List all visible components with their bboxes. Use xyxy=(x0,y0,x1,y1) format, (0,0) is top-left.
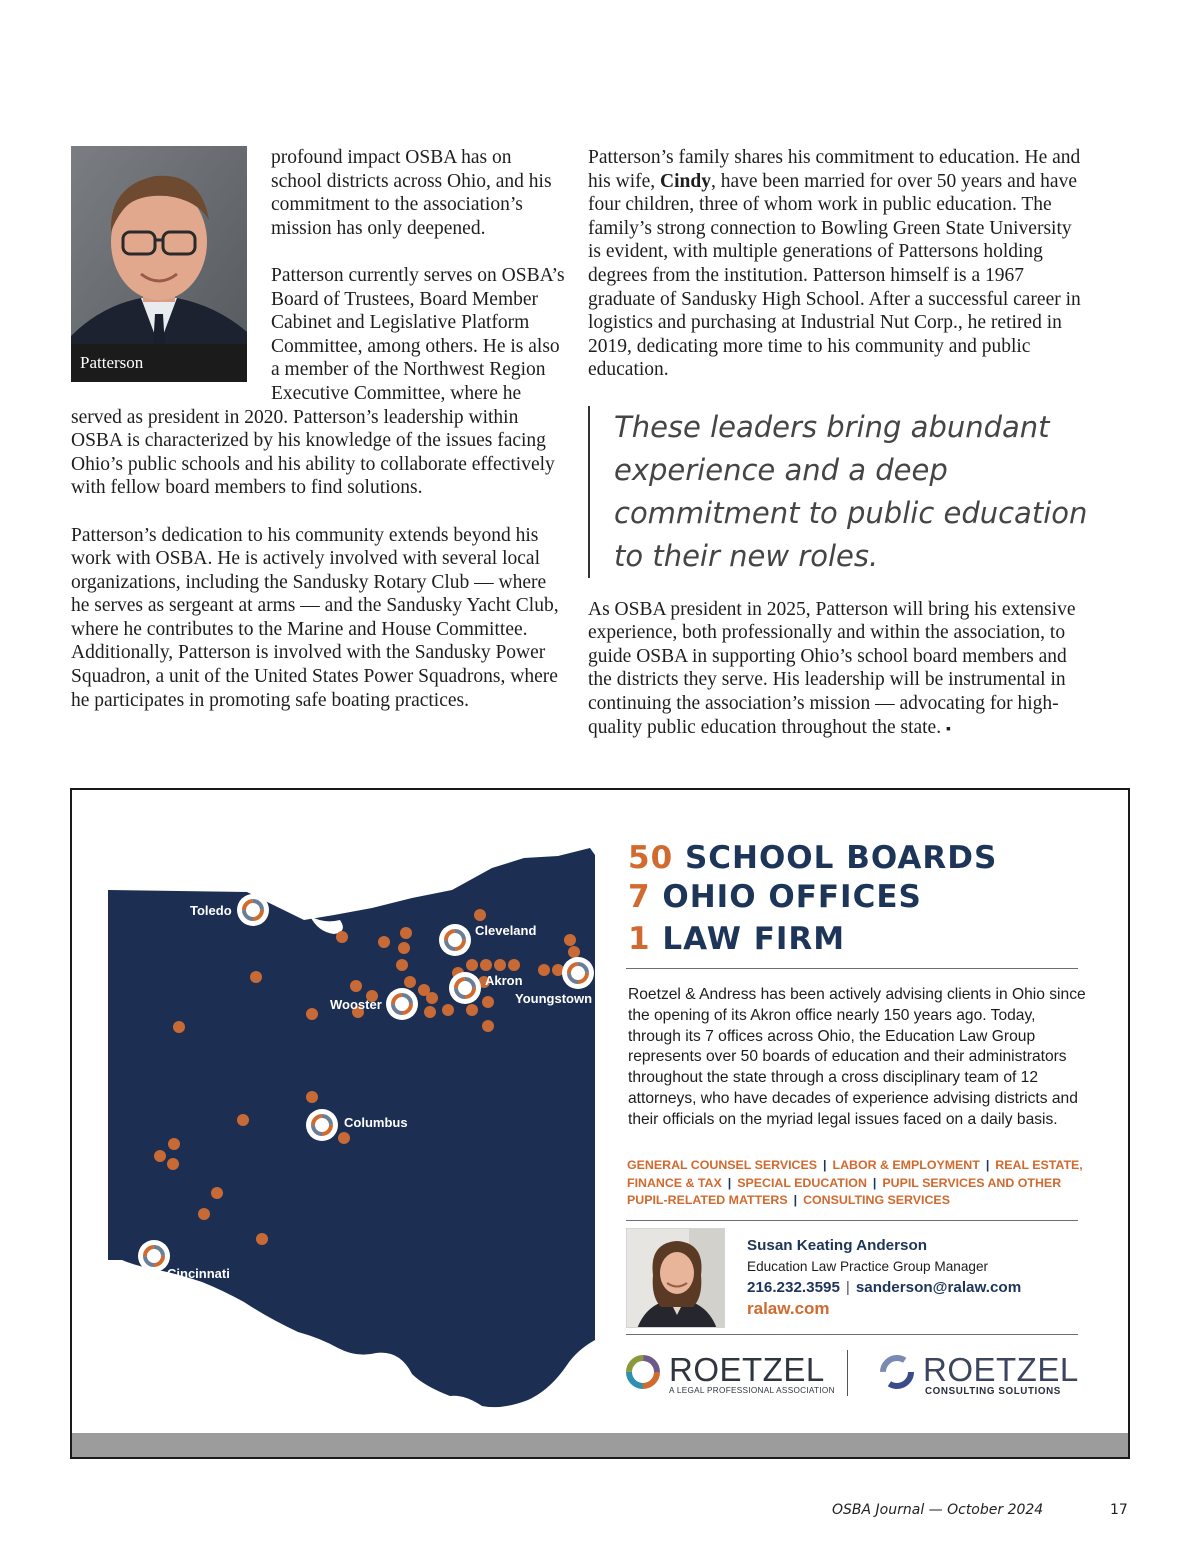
left-paragraph-2: Patterson currently serves on OSBA’s Board of Trustees, Board Member Cabinet and Legislative Platform Committee, among others. He is also a member of the Northwest Region Executive Committee, where he served as president in 2020. Patterson’s leadership within OSBA is characterized by his knowledge of the issues facing Ohio’s public schools and his ability to collaborate effectively with fellow board members to find solutions. xyxy=(71,264,565,499)
divider-rule xyxy=(626,1220,1078,1221)
service-separator: | xyxy=(793,1193,798,1208)
city-label-cleveland: Cleveland xyxy=(475,923,537,938)
city-label-youngstown: Youngstown xyxy=(515,991,593,1006)
roetzel-advertisement xyxy=(70,788,1130,1459)
city-label-columbus: Columbus xyxy=(344,1115,408,1130)
ad-bottom-bar xyxy=(72,1433,1128,1457)
pull-quote: These leaders bring abundant experience and a deep commitment to public education to their new roles. xyxy=(588,406,1088,578)
article-right-column xyxy=(588,146,1088,765)
service-real-estate: REAL ESTATE, FINANCE & TAX xyxy=(627,1158,1083,1190)
right-paragraph-2-text: As OSBA president in 2025, Patterson will bring his extensive experience, both professionally and within the association, to guide OSBA in supporting Ohio’s school board members and the districts they serve. His leadership will be instrumental in continuing the association’s mission — advocating for high-quality public education throughout the state. xyxy=(588,598,1076,738)
headline-ohio-offices xyxy=(628,879,922,915)
headline-school-boards xyxy=(628,840,997,876)
ohio-map xyxy=(72,790,612,1430)
patterson-photo xyxy=(71,146,247,382)
contact-title: Education Law Practice Group Manager xyxy=(747,1259,989,1274)
roetzel-consulting-swirl-icon xyxy=(877,1352,917,1392)
photo-caption: Patterson xyxy=(71,344,247,382)
logo-divider xyxy=(847,1350,848,1396)
roetzel-logo xyxy=(623,1350,833,1400)
headline-law-firm xyxy=(628,921,845,957)
right-paragraph-2 xyxy=(588,598,1088,742)
ad-body-text: Roetzel & Andress has been actively advising clients in Ohio since the opening of its Akron office nearly 150 years ago. Today, through its 7 offices across Ohio, the Education Law Group represents over 50 boards of education and their administrators throughout the state through a cross disciplinary team of 12 attorneys, who have decades of experience advising districts and their officials on the myriad legal issues faced on a daily basis. xyxy=(628,986,1086,1128)
contact-phone[interactable]: 216.232.3595 xyxy=(747,1279,840,1296)
service-special-education: SPECIAL EDUCATION xyxy=(737,1175,867,1190)
headline-number-2: 7 xyxy=(628,879,651,915)
roetzel-consulting-logo-word: ROETZEL xyxy=(923,1351,1079,1388)
left-paragraph-1: profound impact OSBA has on school districts across Ohio, and his commitment to the association’s mission has only deepened. xyxy=(271,147,552,239)
roetzel-consulting-logo-tagline: CONSULTING SOLUTIONS xyxy=(925,1386,1061,1397)
roetzel-swirl-icon xyxy=(623,1352,663,1392)
contact-info xyxy=(747,1235,1021,1320)
service-separator: | xyxy=(872,1175,877,1190)
headline-text-1: SCHOOL BOARDS xyxy=(684,840,998,876)
contact-email[interactable]: sanderson@ralaw.com xyxy=(855,1279,1022,1296)
headline-text-2: OHIO OFFICES xyxy=(662,879,922,915)
roetzel-consulting-logo xyxy=(877,1350,1087,1400)
contact-photo xyxy=(626,1228,725,1328)
divider-rule xyxy=(626,968,1078,969)
left-paragraph-3: Patterson’s dedication to his community extends beyond his work with OSBA. He is actively involved with several local organizations, including the Sandusky Rotary Club — where he serves as sergeant at arms — and the Sandusky Yacht Club, where he contributes to the Marine and House Committee. Additionally, Patterson is involved with the Sandusky Power Squadron, a unit of the United States Power Squadrons, where he participates in promoting safe boating practices. xyxy=(71,524,559,711)
spouse-name: Cindy xyxy=(660,170,711,192)
city-label-akron: Akron xyxy=(485,973,523,988)
headline-text-3: LAW FIRM xyxy=(662,921,846,957)
city-label-toledo: Toledo xyxy=(190,903,232,918)
service-consulting: CONSULTING SERVICES xyxy=(803,1193,950,1208)
contact-website[interactable]: ralaw.com xyxy=(747,1299,830,1318)
service-labor-employment: LABOR & EMPLOYMENT xyxy=(832,1158,980,1172)
services-list xyxy=(627,1157,1097,1210)
city-label-wooster: Wooster xyxy=(330,997,382,1012)
contact-portrait-image xyxy=(627,1229,725,1328)
contact-separator: | xyxy=(845,1279,850,1296)
service-general-counsel: GENERAL COUNSEL SERVICES xyxy=(627,1158,818,1172)
roetzel-logo-tagline: A LEGAL PROFESSIONAL ASSOCIATION xyxy=(669,1386,835,1395)
contact-phone-email xyxy=(747,1277,1021,1298)
contact-name: Susan Keating Anderson xyxy=(747,1237,928,1254)
right-paragraph-1 xyxy=(588,146,1088,382)
service-separator: | xyxy=(727,1175,732,1190)
publication-footer: OSBA Journal — October 2024 xyxy=(832,1502,1044,1518)
headline-number-3: 1 xyxy=(628,921,651,957)
article-left-column xyxy=(71,146,567,736)
right-paragraph-1-start: Patterson’s family shares his commitment to education. He and his wife, xyxy=(588,147,1081,192)
service-pupil-services: PUPIL SERVICES AND OTHER PUPIL-RELATED MATTERS xyxy=(627,1175,1062,1208)
end-mark: ▪ xyxy=(945,721,951,737)
divider-rule xyxy=(626,1334,1078,1335)
city-label-cincinnati: Cincinnati xyxy=(167,1266,230,1281)
headline-number-1: 50 xyxy=(628,840,674,876)
page-number: 17 xyxy=(1110,1502,1128,1518)
right-paragraph-1-end: , have been married for over 50 years and have four children, three of whom work in public education. The family’s strong connection to Bowling Green State University is evident, with multiple generations of Pattersons holding degrees from the institution. Patterson himself is a 1967 graduate of Sandusky High School. After a successful career in logistics and purchasing at Industrial Nut Corp., he retired in 2019, dedicating more time to his community and public education. xyxy=(588,170,1081,381)
service-separator: | xyxy=(823,1158,827,1172)
service-separator: | xyxy=(985,1158,990,1172)
roetzel-logo-word: ROETZEL xyxy=(669,1351,825,1388)
